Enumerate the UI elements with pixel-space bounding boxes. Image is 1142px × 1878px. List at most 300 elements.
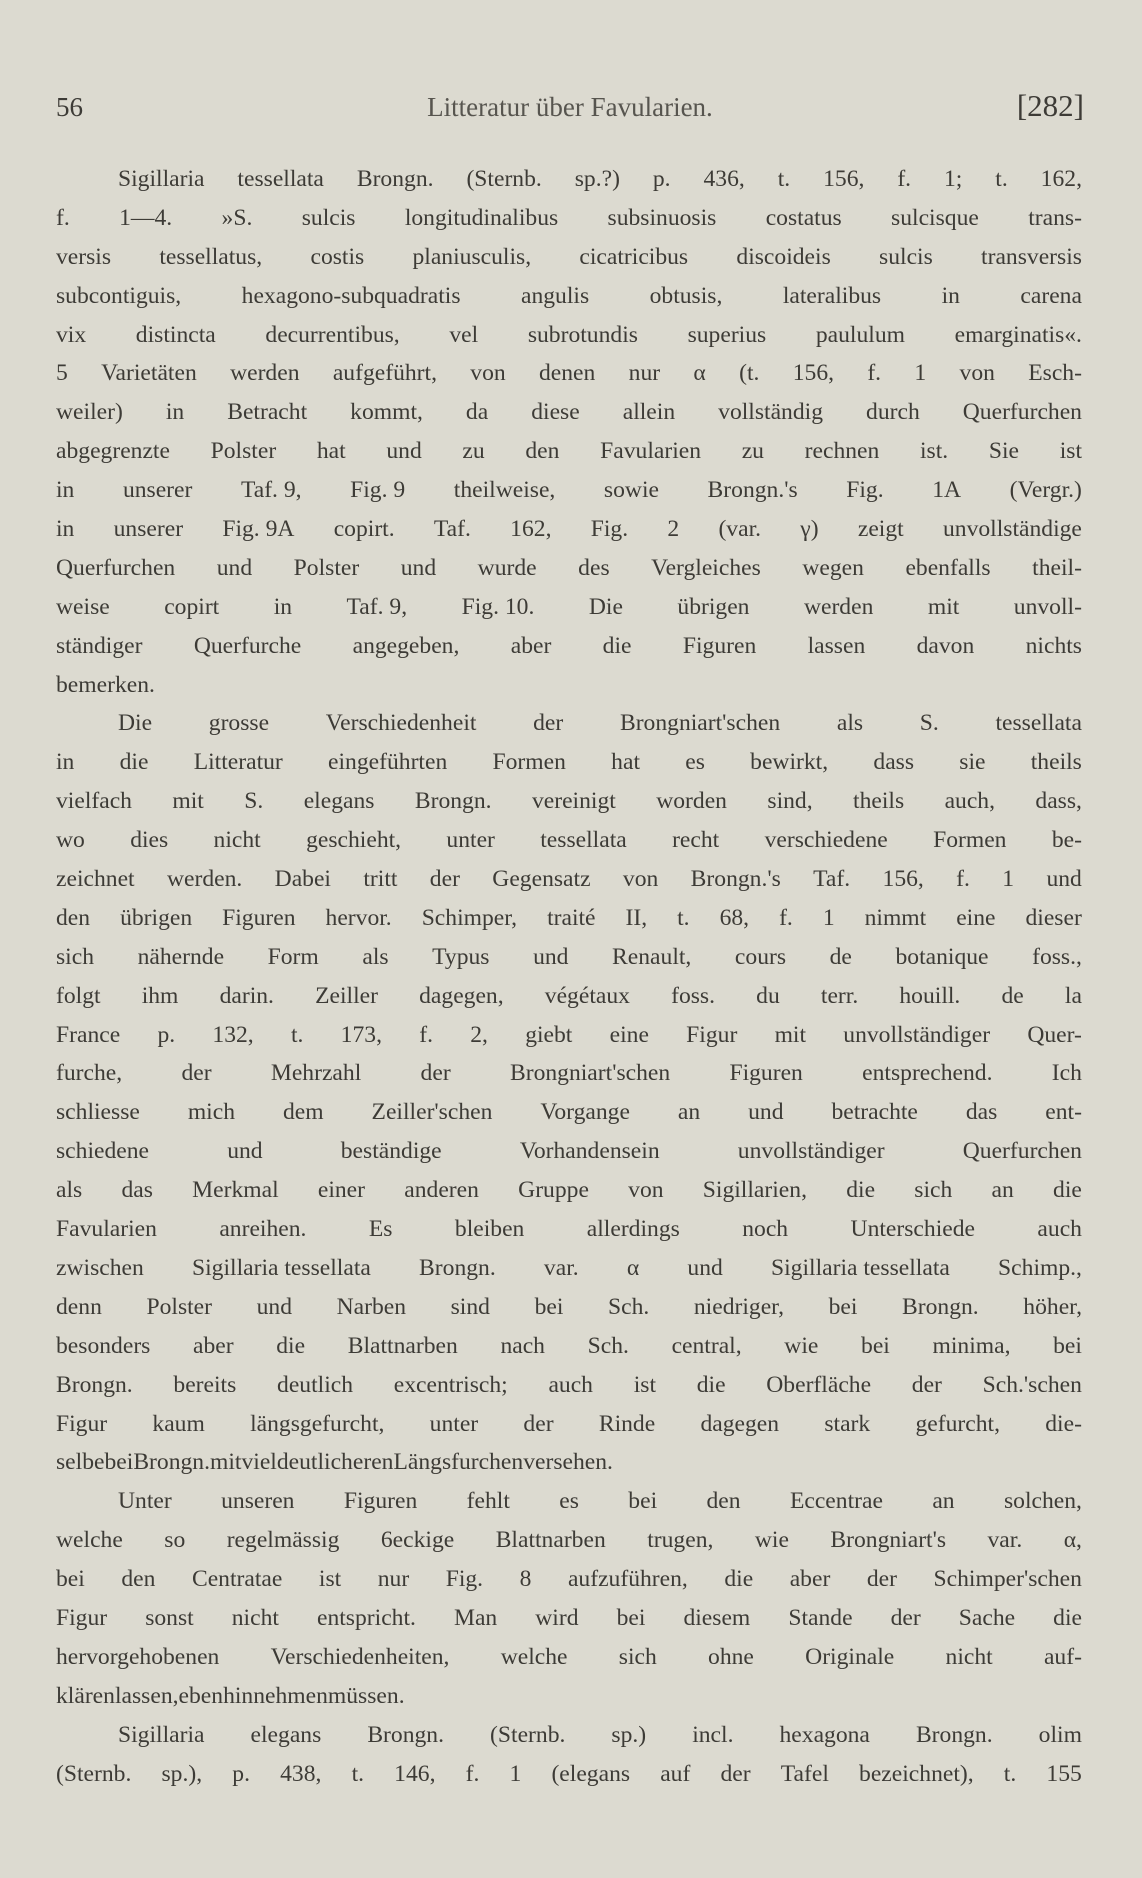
word: Brongn. (419, 1254, 496, 1281)
word: wurde (477, 554, 537, 581)
word: grosse (208, 710, 270, 737)
word: Formen (933, 827, 1007, 854)
word: (elegans (551, 1760, 631, 1787)
word: sp.) (611, 1721, 647, 1748)
word: deutlicheren (276, 1449, 394, 1476)
word: Sie (988, 438, 1020, 465)
word: ist (633, 1371, 656, 1398)
word: bei (861, 1332, 890, 1359)
word: die (119, 749, 149, 776)
word: besonders (56, 1332, 151, 1359)
word: Querfurche (193, 632, 302, 659)
word: Mehrzahl (270, 1060, 362, 1087)
word: 155 (1046, 1760, 1082, 1787)
word: 438, (280, 1760, 322, 1787)
word: als (362, 943, 389, 970)
word: so (164, 1527, 186, 1554)
text-line (56, 977, 1082, 1016)
word: 156, (882, 866, 924, 893)
word: S. (919, 710, 939, 737)
word: theils (1030, 749, 1082, 776)
word: unseren (221, 1488, 295, 1515)
word: Figuren (222, 904, 296, 931)
word: entsprechend. (862, 1060, 993, 1087)
word: sind, (767, 788, 813, 815)
word: sp.?) (574, 166, 620, 192)
word: der (429, 866, 460, 893)
word: Esch- (1028, 360, 1082, 387)
word: incl. (692, 1721, 734, 1748)
word: p. (652, 166, 671, 192)
word: sonst (145, 1604, 194, 1631)
word: Polster (146, 1293, 213, 1320)
word: den (56, 904, 91, 931)
word: allein (622, 399, 676, 426)
word: niedriger, (693, 1293, 784, 1320)
word: cicatricibus (579, 243, 689, 270)
text-line (56, 860, 1082, 899)
word: f. (56, 204, 70, 231)
text-line (56, 1366, 1082, 1405)
word: copirt (164, 593, 220, 620)
word: in (165, 399, 185, 426)
word: superius (687, 321, 767, 348)
word: nur (377, 1566, 410, 1593)
word: trans- (1028, 204, 1082, 231)
word: minima, (932, 1332, 1011, 1359)
word: Dabei (274, 866, 331, 893)
word: 146, (394, 1760, 436, 1787)
word: welche (56, 1527, 123, 1554)
word: 2, (470, 1021, 488, 1048)
word: Schimper'schen (933, 1566, 1082, 1593)
word: f. (956, 866, 970, 893)
word: wird (535, 1604, 579, 1631)
word: an (932, 1488, 955, 1515)
word: übrigen (120, 904, 193, 931)
word: copirt. (333, 516, 395, 543)
word: geschieht, (306, 827, 402, 854)
word: den (121, 1566, 156, 1593)
word: solchen, (1003, 1488, 1082, 1515)
word: Quer- (1027, 1021, 1082, 1048)
word: botanique (895, 943, 989, 970)
word: denn (56, 1293, 102, 1320)
word: unter (446, 827, 495, 854)
word: t. (1003, 1760, 1017, 1787)
word: vielfach (56, 788, 132, 815)
word: elegans (303, 788, 375, 815)
word: als (56, 1177, 83, 1204)
word: carena (1020, 282, 1082, 309)
word: Brongn. (133, 1449, 210, 1476)
word: paululum (815, 321, 905, 348)
text-line (56, 1716, 1082, 1755)
word: ist. (920, 438, 949, 465)
word: auf (660, 1760, 691, 1787)
word: ständiger (56, 632, 143, 659)
word: nicht (213, 827, 261, 854)
word: bewirkt, (750, 749, 829, 776)
word: die (696, 1371, 726, 1398)
word: S. (244, 788, 264, 815)
word: Brongniart'schen (509, 1060, 671, 1087)
word: sind (450, 1293, 490, 1320)
text-line (56, 1249, 1082, 1288)
word: hervor. (325, 904, 392, 931)
word: unvollständiger (843, 1021, 991, 1048)
word: in (56, 749, 75, 776)
word: schiedene (56, 1138, 150, 1165)
word: Polster (293, 554, 360, 581)
word: bei (828, 1293, 858, 1320)
word: sich (914, 1177, 953, 1204)
word: transversis (981, 243, 1082, 270)
word: kaum (152, 1410, 205, 1437)
word: viel (241, 1449, 277, 1476)
word: Querfurchen (962, 1138, 1082, 1165)
word: Zeiller (315, 982, 378, 1009)
word: α (693, 360, 706, 387)
word: 2 (667, 516, 680, 543)
word: terr. (820, 982, 859, 1009)
word: (Sternb. (56, 1760, 132, 1787)
word: fehlt (466, 1488, 510, 1515)
word: die (724, 1566, 754, 1593)
word: Figur (56, 1410, 108, 1437)
word: Sache (958, 1604, 1016, 1631)
word: denen (538, 360, 596, 387)
word: planiusculis, (412, 243, 532, 270)
word: Originale (805, 1643, 895, 1670)
word: Sigillaria tessellata (770, 1254, 950, 1281)
word: verschiedene (764, 827, 888, 854)
word: Figuren (729, 1060, 803, 1087)
text-line (56, 1755, 1082, 1794)
word: entspricht. (316, 1604, 416, 1631)
word: Figur (686, 1021, 738, 1048)
word: α (626, 1254, 640, 1281)
word: subcontiguis, (56, 282, 182, 309)
word: bemerken. (56, 671, 155, 698)
word: trugen, (647, 1527, 714, 1554)
word: Formen (492, 749, 566, 776)
word: es (685, 749, 705, 776)
word: bezeichnet), (859, 1760, 974, 1787)
text-line (56, 1443, 1082, 1482)
word: und (748, 1099, 784, 1126)
text-line (56, 588, 1082, 627)
word: und (1046, 866, 1082, 893)
word: ebenfalls (905, 554, 991, 581)
word: längsgefurcht, (250, 1410, 385, 1437)
word: dies (130, 827, 169, 854)
word: auch (1037, 1216, 1082, 1243)
word: subrotundis (527, 321, 638, 348)
word: Sch. (607, 1293, 650, 1320)
word: folgt (56, 982, 101, 1009)
word: Brongniart'schen (619, 710, 781, 737)
text-line (56, 1016, 1082, 1055)
word: t. (677, 904, 690, 931)
word: davon (916, 632, 975, 659)
word: gefurcht, (915, 1410, 1000, 1437)
word: Längsfurchen (393, 1449, 524, 1476)
word: vix (56, 321, 87, 348)
word: sowie (603, 477, 659, 504)
word: tritt (363, 866, 398, 893)
text-line (56, 549, 1082, 588)
word: und (227, 1138, 263, 1165)
word: angegeben, (352, 632, 460, 659)
text-line (56, 160, 1082, 199)
word: Betracht (227, 399, 308, 426)
word: Polster (210, 438, 277, 465)
word: und (400, 554, 437, 581)
word: Blattnarben (347, 1332, 458, 1359)
word: Unterschiede (850, 1216, 975, 1243)
word: bleiben (454, 1216, 525, 1243)
text-line (56, 1210, 1082, 1249)
word: Eccentrae (789, 1488, 883, 1515)
word: hexagona (779, 1721, 870, 1748)
word: végétaux (544, 982, 630, 1009)
text-line (56, 393, 1082, 432)
word: werden (803, 593, 874, 620)
word: hervorgehobenen (56, 1643, 220, 1670)
text-line (56, 666, 1082, 705)
word: diese (531, 399, 580, 426)
word: auch, (944, 788, 995, 815)
word: in (273, 593, 293, 620)
word: Vorgange (540, 1099, 630, 1126)
text-line (56, 199, 1082, 238)
word: theils (853, 788, 905, 815)
word: wegen (802, 554, 864, 581)
word: betrachte (831, 1099, 918, 1126)
text-line (56, 277, 1082, 316)
word: furche, (56, 1060, 123, 1087)
word: costatus (765, 204, 842, 231)
word: an (991, 1177, 1014, 1204)
word: aber (193, 1332, 234, 1359)
word: Fig. 10. (461, 593, 535, 620)
word: zwischen (56, 1254, 144, 1281)
word: die (1053, 1604, 1082, 1631)
word: der (420, 1060, 451, 1087)
word: Brongn.'s (690, 866, 781, 893)
word: und (216, 554, 253, 581)
word: Favularien (56, 1216, 157, 1243)
word: wie (784, 1332, 819, 1359)
word: Varietäten (101, 360, 197, 387)
word: versis (56, 243, 112, 270)
word: zeichnet (56, 866, 135, 893)
word: central, (671, 1332, 742, 1359)
text-line (56, 1560, 1082, 1599)
text-line (56, 938, 1082, 977)
word: f. (867, 360, 882, 387)
word: von (959, 360, 995, 387)
word: Schimp., (998, 1254, 1082, 1281)
text-line (56, 1327, 1082, 1366)
word: Fig. 9A (222, 516, 295, 543)
word: 1—4. (119, 204, 173, 231)
word: es (559, 1488, 579, 1515)
word: angulis (520, 282, 590, 309)
word: f. (419, 1021, 433, 1048)
word: die (1053, 1177, 1082, 1204)
page-number: 56 (56, 92, 83, 122)
word: Figur (56, 1604, 108, 1631)
word: 173, (340, 1021, 382, 1048)
word: Figuren (343, 1488, 418, 1515)
word: Brongn. (915, 1721, 993, 1748)
word: werden. (166, 866, 243, 893)
word: 6eckige (380, 1527, 455, 1554)
word: werden (230, 360, 300, 387)
word: und (687, 1254, 723, 1281)
word: regelmässig (226, 1527, 340, 1554)
text-line (56, 1132, 1082, 1171)
word: das (965, 1099, 998, 1126)
word: bei (1053, 1332, 1082, 1359)
word: höher, (1023, 1293, 1082, 1320)
word: wo (56, 827, 85, 854)
word: »S. (221, 204, 253, 231)
word: ohne (708, 1643, 754, 1670)
word: versehen. (523, 1449, 613, 1476)
text-line (56, 316, 1082, 355)
word: aufgeführt, (332, 360, 437, 387)
word: (Sternb. (466, 166, 542, 192)
text-line (56, 1482, 1082, 1521)
word: 1 (914, 360, 927, 387)
word: müssen. (327, 1682, 405, 1709)
word: sie (959, 749, 986, 776)
word: ist (318, 1566, 342, 1593)
word: Querfurchen (56, 554, 176, 581)
word: allerdings (586, 1216, 680, 1243)
word: t. (777, 166, 791, 192)
word: welche (500, 1643, 568, 1670)
word: durch (866, 399, 920, 426)
word: in (941, 282, 960, 309)
word: nähernde (137, 943, 225, 970)
word: nach (500, 1332, 545, 1359)
word: 1A (932, 477, 962, 504)
word: Sigillaria tessellata (191, 1254, 371, 1281)
word: sich (618, 1643, 657, 1670)
word: distincta (135, 321, 216, 348)
word: bei (56, 1566, 85, 1593)
word: übrigen (677, 593, 750, 620)
word: Rinde (598, 1410, 656, 1437)
word: theil- (1032, 554, 1082, 581)
word: Centratae (191, 1566, 283, 1593)
word: elegans (250, 1721, 322, 1748)
word: 156, (823, 166, 865, 192)
word: 162, (1040, 166, 1082, 192)
word: an (677, 1099, 701, 1126)
text-line (56, 899, 1082, 938)
word: Brongn. (414, 788, 492, 815)
word: Oberfläche (766, 1371, 872, 1398)
word: cours (734, 943, 787, 970)
word: 436, (703, 166, 745, 192)
word: auf- (1043, 1643, 1082, 1670)
word: foss. (671, 982, 716, 1009)
word: zeigt (857, 516, 904, 543)
word: giebt (525, 1021, 573, 1048)
word: discoideis (736, 243, 831, 270)
word: rechnen (804, 438, 880, 465)
word: vel (449, 321, 479, 348)
word: tessellata (237, 166, 324, 192)
text-line (56, 743, 1082, 782)
word: unvoll- (1013, 593, 1082, 620)
word: die (276, 1332, 306, 1359)
word: dass (873, 749, 915, 776)
word: unserer (113, 516, 184, 543)
word: de (829, 943, 852, 970)
word: Brongn. (356, 166, 434, 192)
word: klären (56, 1682, 115, 1709)
page-header (56, 88, 1084, 128)
word: Gruppe (518, 1177, 589, 1204)
word: lassen, (114, 1682, 179, 1709)
word: unvollständiger (737, 1138, 885, 1165)
word: Form (267, 943, 319, 970)
word: dagegen (700, 1410, 780, 1437)
text-line (56, 1405, 1082, 1444)
word: lateralibus (782, 282, 882, 309)
word: 132, (212, 1021, 254, 1048)
word: excentrisch; (393, 1371, 508, 1398)
word: unserer (122, 477, 193, 504)
word: du (756, 982, 780, 1009)
word: aber (789, 1566, 831, 1593)
word: tessellata (995, 710, 1082, 737)
text-line (56, 354, 1082, 393)
text-line (56, 1677, 1082, 1716)
text-line (56, 821, 1082, 860)
word: Merkmal (192, 1177, 279, 1204)
word: Querfurchen (962, 399, 1082, 426)
word: Fig. 9 (350, 477, 406, 504)
word: t. (290, 1021, 304, 1048)
text-line (56, 1521, 1082, 1560)
word: Sigillarien, (702, 1177, 807, 1204)
text-line (56, 627, 1082, 666)
word: unvollständige (942, 516, 1082, 543)
word: α, (1063, 1527, 1082, 1554)
word: Vorhandensein (519, 1138, 660, 1165)
running-title: Litteratur über Favularien. (427, 92, 713, 122)
word: Die (588, 593, 623, 620)
word: von (622, 866, 659, 893)
word: auch (548, 1371, 593, 1398)
word: Taf. (433, 516, 471, 543)
word: selbe (56, 1449, 105, 1476)
word: Sch. (587, 1332, 629, 1359)
word: bei (628, 1488, 658, 1515)
word: Verschiedenheiten, (270, 1643, 450, 1670)
word: da (465, 399, 489, 426)
word: ent- (1045, 1099, 1082, 1126)
word: Fig. (846, 477, 884, 504)
word: (Sternb. (490, 1721, 566, 1748)
